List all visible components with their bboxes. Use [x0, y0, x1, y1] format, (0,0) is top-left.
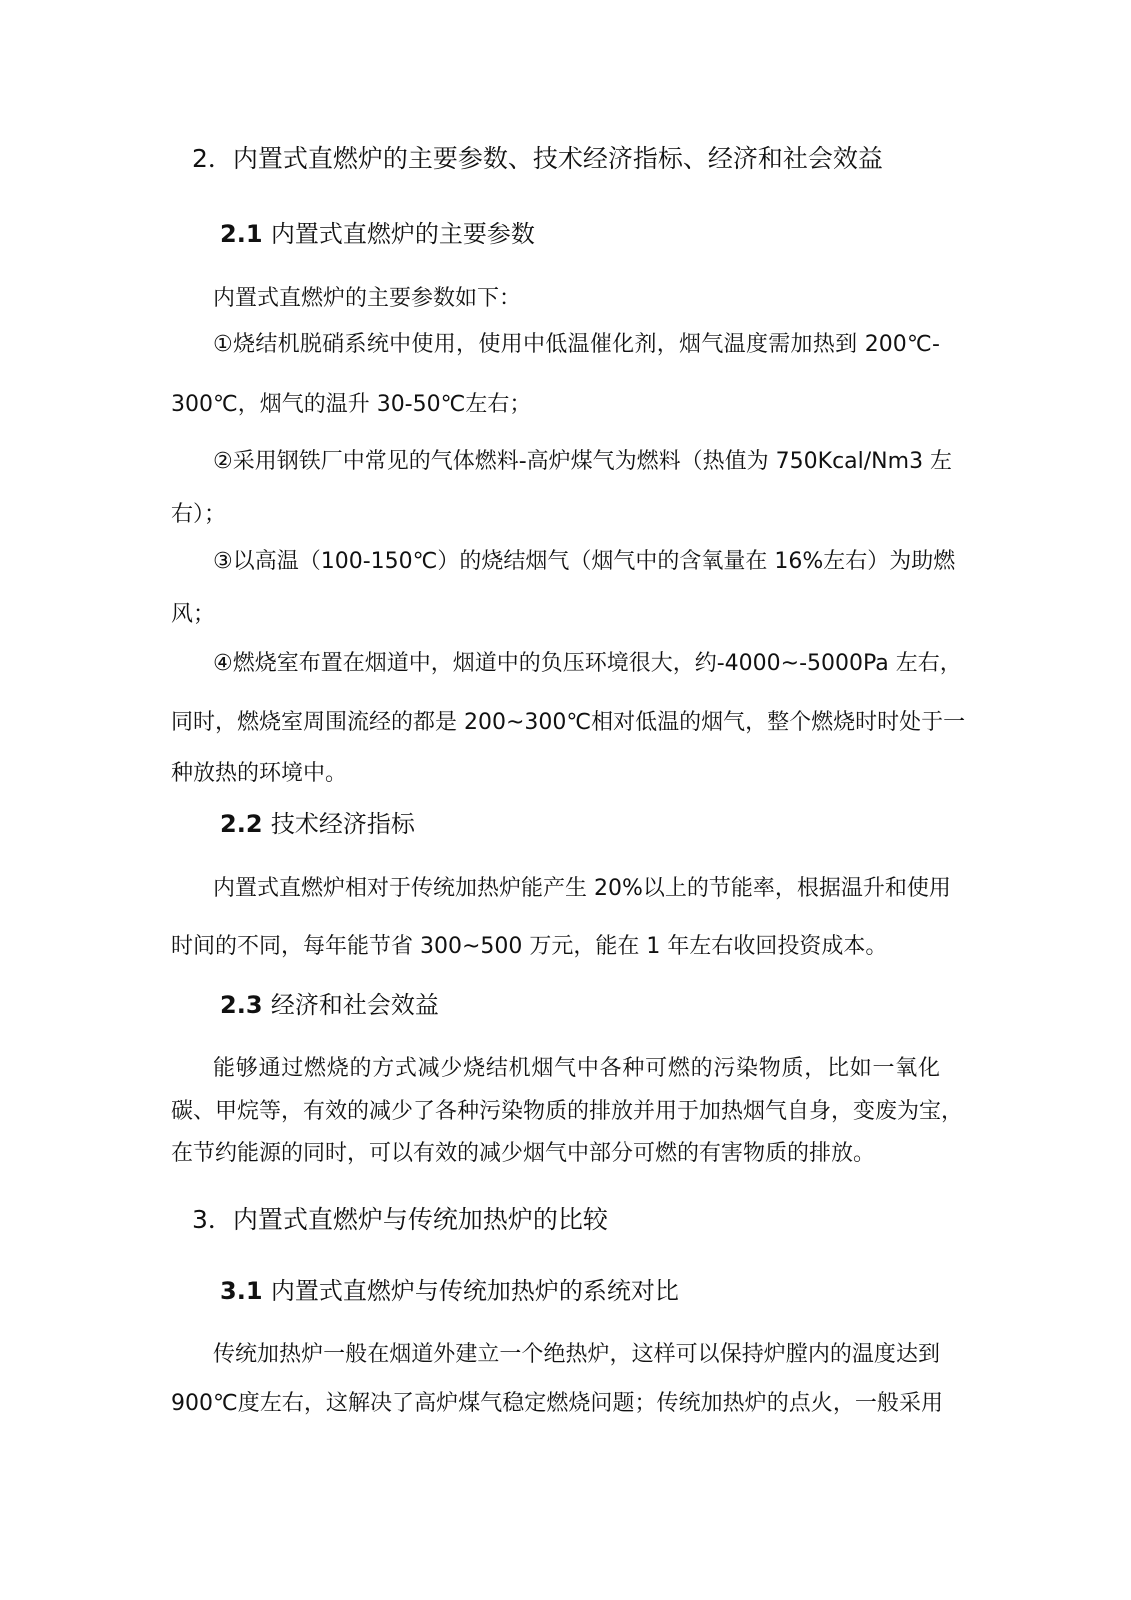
paragraph-line: 内置式直燃炉的主要参数如下：	[213, 286, 522, 311]
section-2-2-heading	[220, 809, 415, 839]
paragraph-line: ③以高温（100-150℃）的烧结烟气（烟气中的含氧量在 16%左右）为助燃	[213, 549, 956, 574]
paragraph-line: 在节约能源的同时，可以有效的减少烟气中部分可燃的有害物质的排放。	[171, 1141, 876, 1166]
paragraph-line: 同时，燃烧室周围流经的都是 200~300℃相对低温的烟气，整个燃烧时时处于一	[171, 710, 966, 735]
paragraph-line: 传统加热炉一般在烟道外建立一个绝热炉，这样可以保持炉膛内的温度达到	[213, 1342, 940, 1367]
paragraph-line: 能够通过燃烧的方式减少烧结机烟气中各种可燃的污染物质，比如一氧化	[213, 1056, 940, 1081]
section-2-1-heading	[220, 219, 535, 249]
section-number: 2.1	[220, 220, 263, 248]
section-3-heading: 3．内置式直燃炉与传统加热炉的比较	[192, 1205, 608, 1234]
section-2-heading: 2．内置式直燃炉的主要参数、技术经济指标、经济和社会效益	[192, 144, 883, 173]
section-2-3-heading	[220, 990, 439, 1020]
section-number: 2.3	[220, 991, 263, 1019]
paragraph-line: ②采用钢铁厂中常见的气体燃料-高炉煤气为燃料（热值为 750Kcal/Nm3 左	[213, 449, 953, 474]
paragraph-line: ④燃烧室布置在烟道中，烟道中的负压环境很大，约-4000~-5000Pa 左右，	[213, 651, 962, 676]
paragraph-line: ①烧结机脱硝系统中使用，使用中低温催化剂，烟气温度需加热到 200℃-	[213, 332, 940, 357]
section-number: 3.1	[220, 1277, 263, 1305]
section-3-1-heading	[220, 1276, 679, 1306]
paragraph-line: 内置式直燃炉相对于传统加热炉能产生 20%以上的节能率，根据温升和使用	[213, 876, 951, 901]
section-title: 内置式直燃炉与传统加热炉的系统对比	[270, 1277, 679, 1305]
section-title: 技术经济指标	[270, 810, 415, 838]
paragraph-line: 300℃，烟气的温升 30-50℃左右；	[171, 392, 532, 417]
section-number: 2.2	[220, 810, 263, 838]
paragraph-line: 种放热的环境中。	[171, 761, 348, 786]
paragraph-line: 碳、甲烷等，有效的减少了各种污染物质的排放并用于加热烟气自身，变废为宝，	[171, 1099, 964, 1124]
section-title: 经济和社会效益	[270, 991, 439, 1019]
paragraph-line: 900℃度左右，这解决了高炉煤气稳定燃烧问题；传统加热炉的点火，一般采用	[171, 1391, 943, 1416]
section-title: 内置式直燃炉的主要参数	[270, 220, 535, 248]
paragraph-line: 风；	[171, 602, 216, 627]
paragraph-line: 右）；	[171, 502, 227, 527]
paragraph-line: 时间的不同，每年能节省 300~500 万元，能在 1 年左右收回投资成本。	[171, 934, 888, 959]
